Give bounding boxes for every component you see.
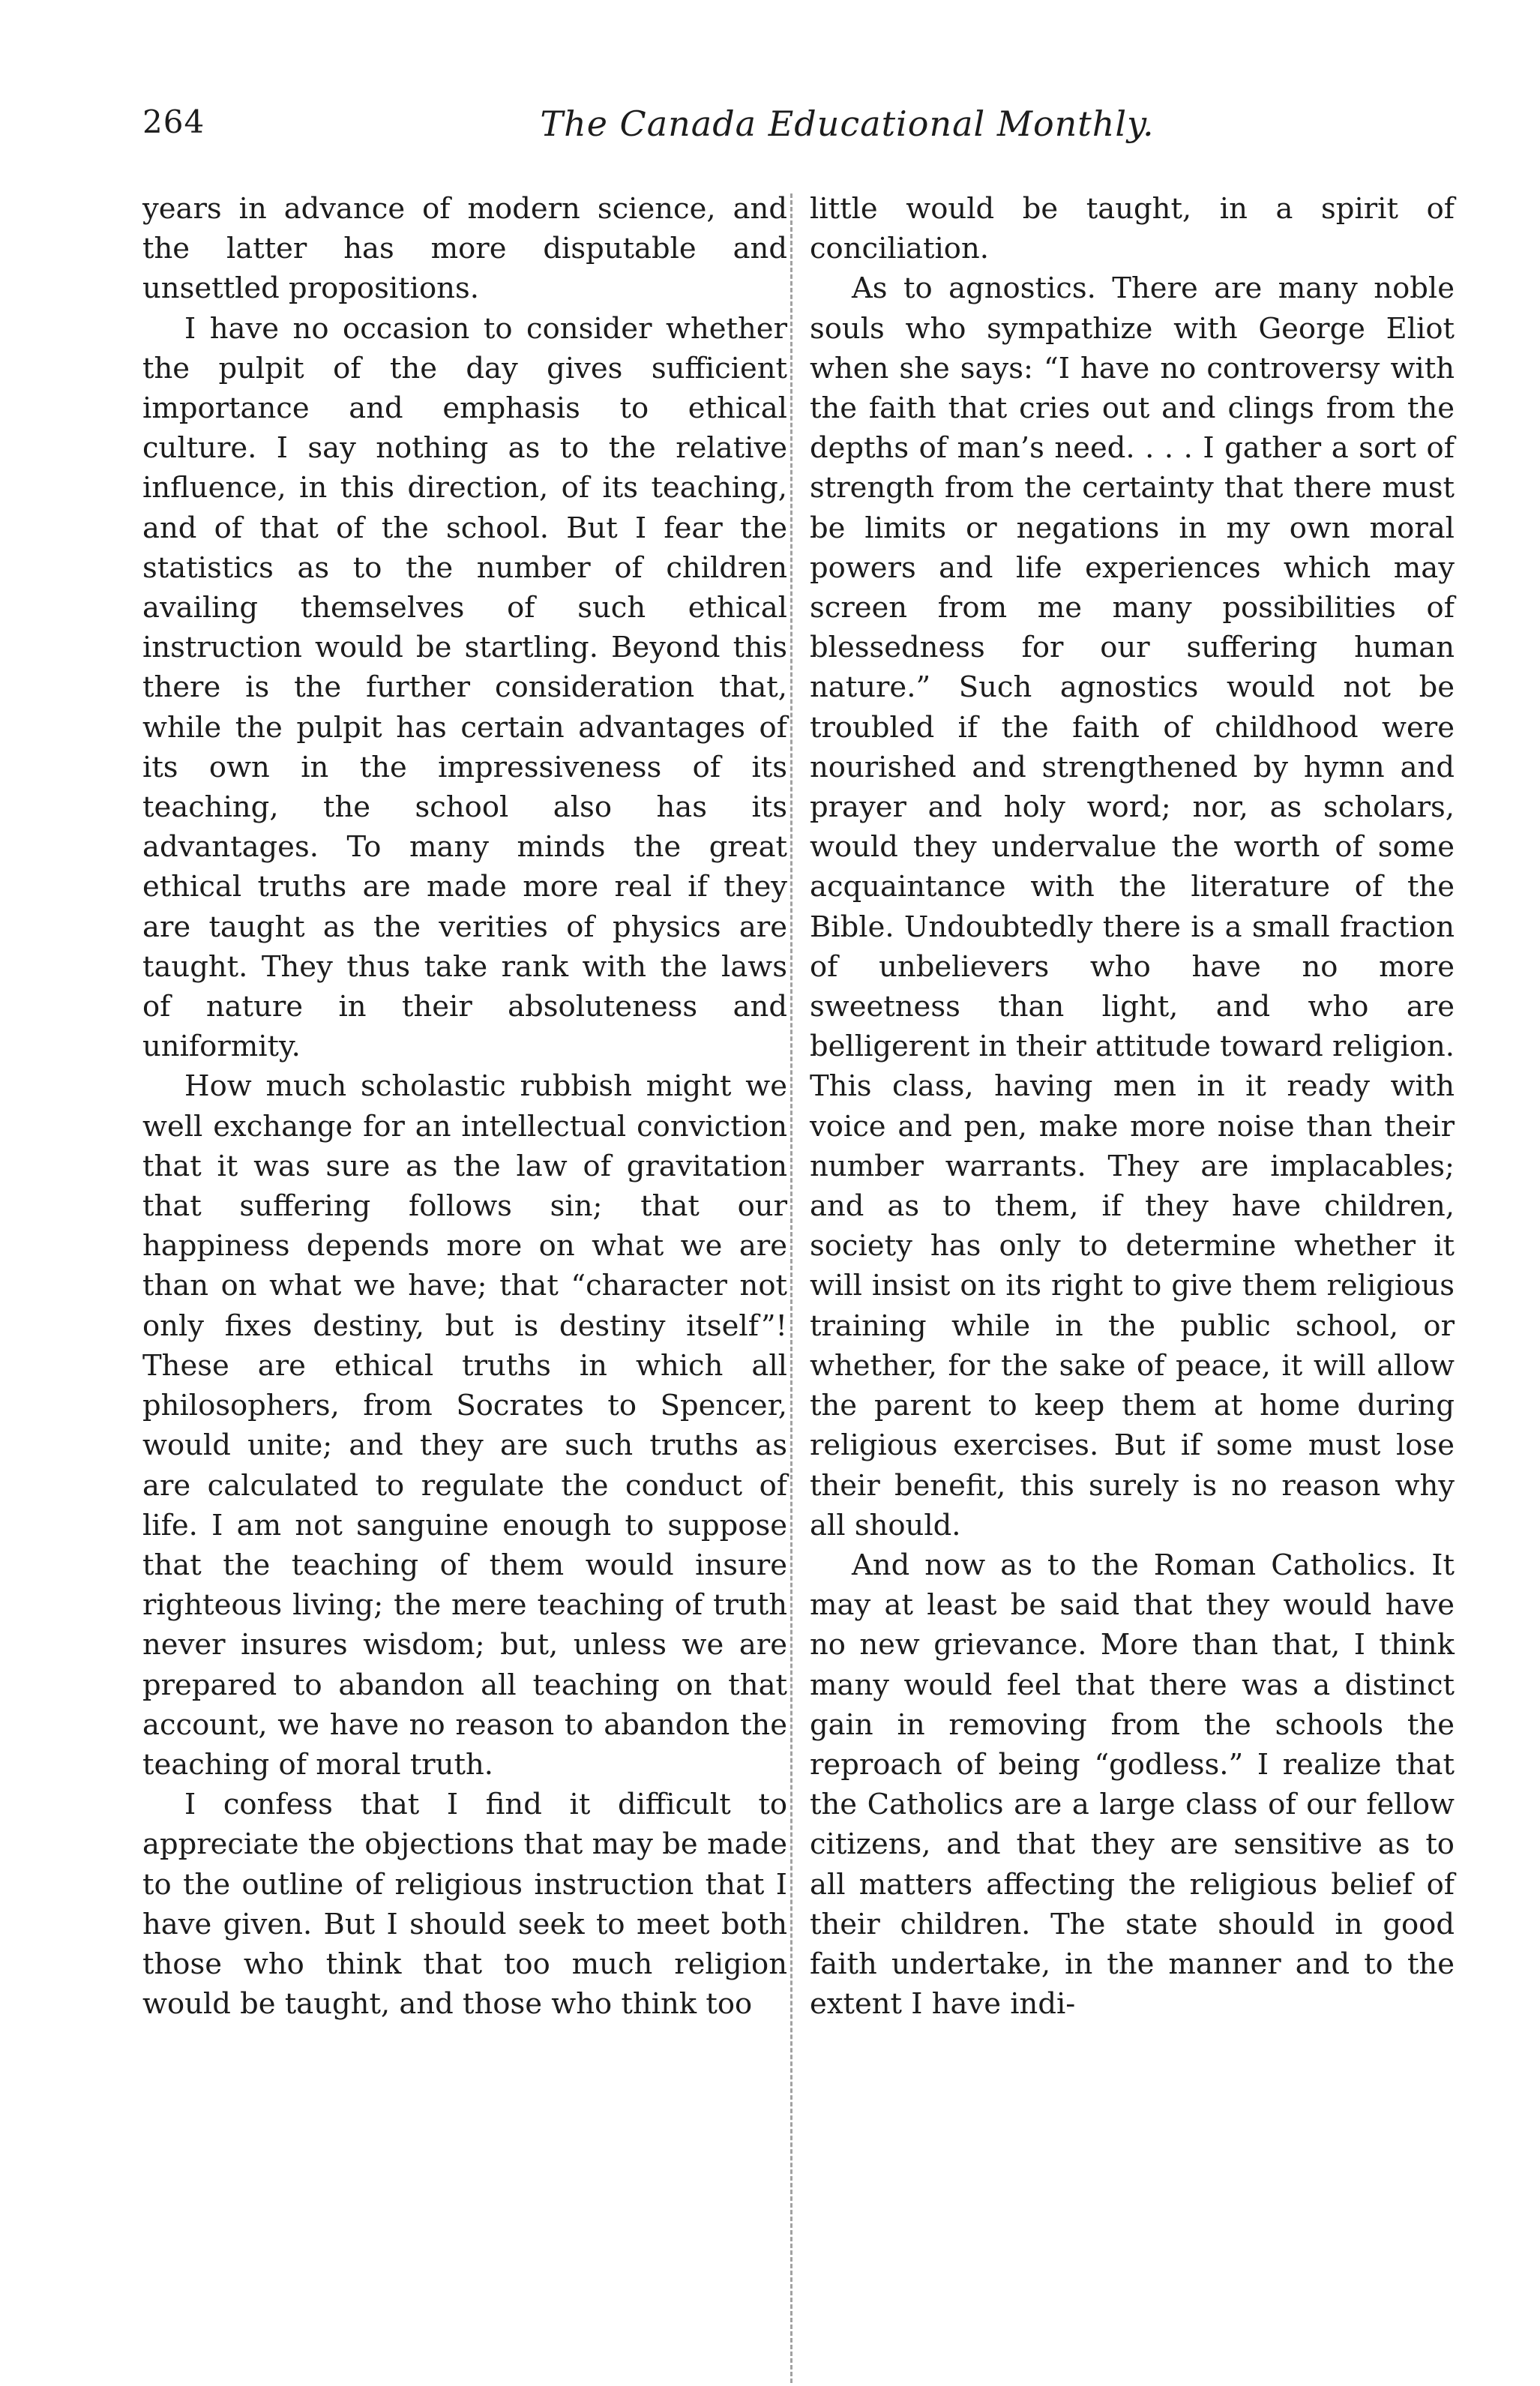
page-number: 264: [142, 103, 205, 140]
paragraph: years in advance of modern science, and the latter has more disputable and unsettled propositions.: [142, 192, 787, 306]
column-divider: [790, 193, 792, 2383]
paragraph: How much scholastic rubbish might we well exchange for an intellectual conviction that it was sure as the law of gravitation that suffering follows sin; that our happiness depends more on what we are than on what we have; that “character not only fixes destiny, but is destiny itself”! These are ethical truths in which all philosophers, from Socrates to Spencer, would unite; and they are such truths as are calculated to regulate the conduct of life. I am not sanguine enough to suppose that the teaching of them would insure righteous living; the mere teaching of truth never insures wisdom; but, unless we are prepared to abandon all teaching on that account, we have no reason to abandon the teaching of moral truth.: [142, 1069, 787, 1782]
page-header: [142, 103, 1447, 156]
paragraph: As to agnostics. There are many noble souls who sympathize with George Eliot when she says: “I have no controversy with the faith that cries out and clings from the depths of man’s need. . . . I gather a sort of strength from the certainty that there must be limits or negations in my own moral powers and life experiences which may screen from me many possibilities of blessedness for our suffering human nature.” Such agnostics would not be troubled if the faith of childhood were nourished and strengthened by hymn and prayer and holy word; nor, as scholars, would they undervalue the worth of some acquaintance with the literature of the Bible. Undoubtedly there is a small fraction of unbelievers who have no more sweetness than light, and who are belligerent in their attitude toward religion. This class, having men in it ready with voice and pen, make more noise than their number warrants. They are implacables; and as to them, if they have children, society has only to determine whether it will insist on its right to give them religious training while in the public school, or whether, for the sake of peace, it will allow the parent to keep them at home during religious exercises. But if some must lose their benefit, this surely is no reason why all should.: [810, 271, 1455, 1542]
paragraph: little would be taught, in a spirit of conciliation.: [810, 192, 1455, 266]
right-column: [810, 189, 1455, 2024]
running-title: The Canada Educational Monthly.: [540, 103, 1155, 144]
paragraph: And now as to the Roman Catholics. It may at least be said that they would have no new grievance. More than that, I think many would feel that there was a distinct gain in removing from the schools the reproach of being “godless.” I realize that the Catholics are a large class of our fellow citizens, and that they are sensitive as to all matters affecting the religious belief of their children. The state should in good faith undertake, in the manner and to the extent I have indi-: [810, 1548, 1455, 2022]
left-column: [142, 189, 787, 2024]
paragraph: I confess that I find it difficult to appreciate the objections that may be made to the outline of religious instruction that I have given. But I should seek to meet both those who think that too much religion would be taught, and those who think too: [142, 1788, 787, 2022]
paragraph: I have no occasion to consider whether the pulpit of the day gives sufficient importance and emphasis to ethical culture. I say nothing as to the relative influence, in this direction, of its teaching, and of that of the school. But I fear the statistics as to the number of children availing themselves of such ethical instruction would be startling. Beyond this there is the further consideration that, while the pulpit has certain advantages of its own in the impressiveness of its teaching, the school also has its advantages. To many minds the great ethical truths are made more real if they are taught as the verities of physics are taught. They thus take rank with the laws of nature in their absoluteness and uniformity.: [142, 311, 787, 1064]
